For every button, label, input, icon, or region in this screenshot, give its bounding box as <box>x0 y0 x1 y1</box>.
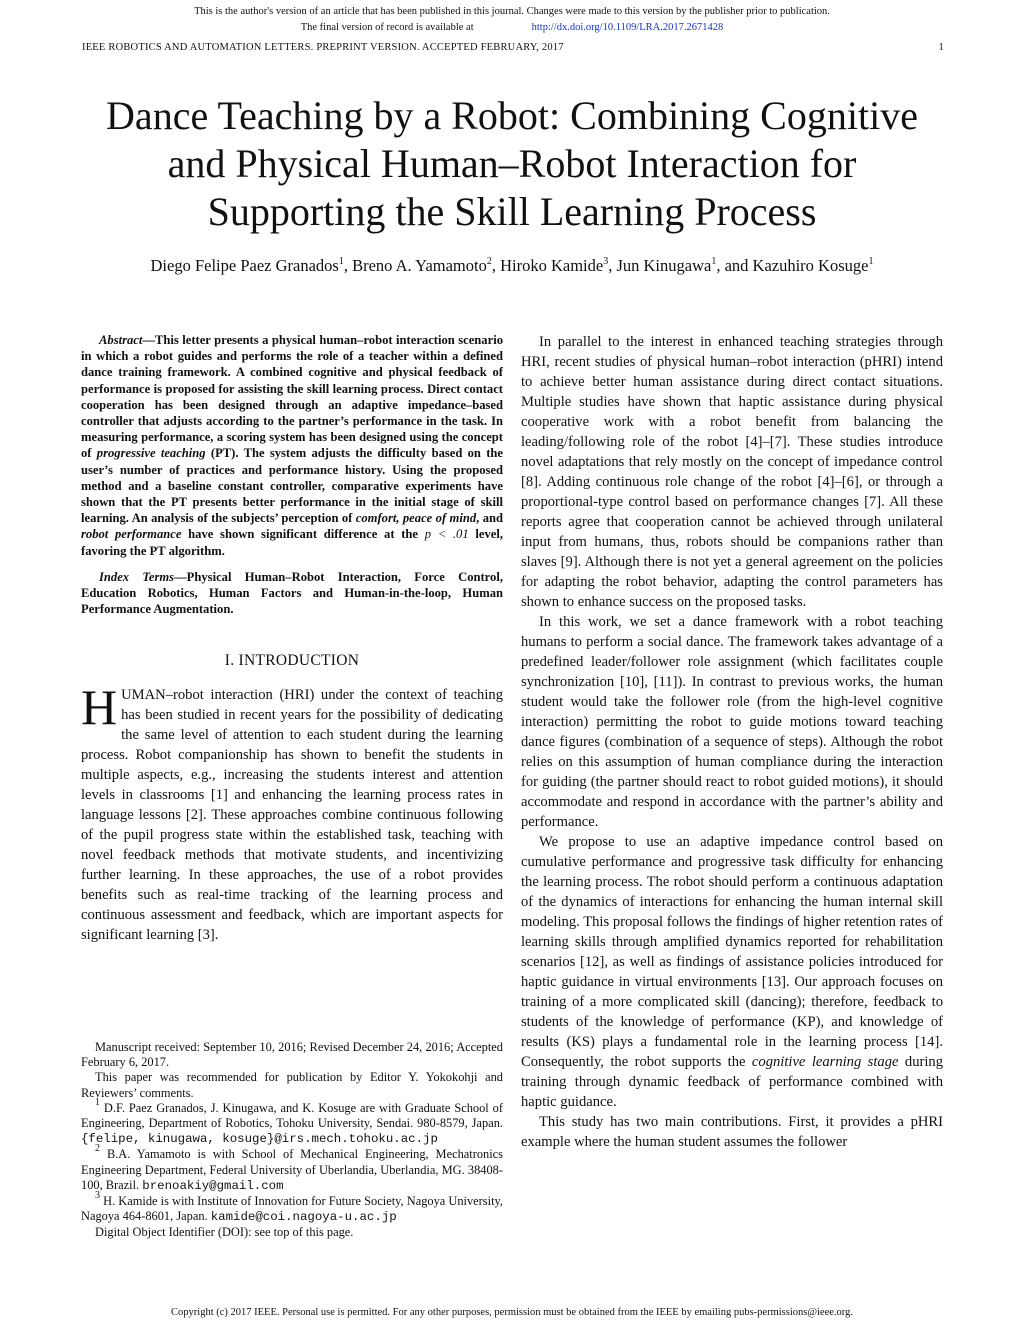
publisher-notice: This is the author's version of an article that has been published in this journal. Changes were made to this version by the publisher prior to publication. <box>194 6 830 17</box>
left-column <box>81 332 503 945</box>
author-list <box>60 256 964 276</box>
title-line-1: Dance Teaching by a Robot: Combining Cognitive <box>106 93 918 138</box>
footnote-2: $^2$ B.A. Yamamoto is with School of Mechanical Engineering, Mechatronics Engineering Department, Federal University of Uberlandia, Uberlandia, MG. 38408-100, Brazil. brenoakiy@gmail.com <box>81 1143 503 1193</box>
title-line-2: and Physical Human–Robot Interaction for <box>167 141 857 186</box>
right-paragraph-4: This study has two main contributions. First, it provides a pHRI example where the human student assumes the follower <box>521 1114 943 1150</box>
right-paragraph-3: We propose to use an adaptive impedance control based on cumulative performance and progressive task difficulty for enhancing the learning process. The robot should perform a continuous adaptation of the dynamics of interactions for enhancing the human internal skill modeling. This proposal follows the findings of higher retention rates of learning skills through amplified dynamics reported for rehabilitation scenarios [12], as well as findings of assistance policies introduced for haptic guidance in virtual environments [13]. Our approach focuses on training of a more complicated skill (dancing); therefore, feedback to students of the knowledge of performance (KP), and knowledge of results (KS) plays a fundamental role in the learning process [14]. Consequently, the robot supports the cognitive learning stage during training through dynamic feedback of performance combined with haptic guidance. <box>521 834 943 1110</box>
footnote-1: $^1$ D.F. Paez Granados, J. Kinugawa, and K. Kosuge are with Graduate School of Engineering, Department of Robotics, Tohoku University, Sendai. 980-8579, Japan. {felipe, kinugawa, kosuge}@irs.mech.tohoku.ac.jp <box>81 1096 503 1147</box>
manuscript-received: Manuscript received: September 10, 2016; Revised December 24, 2016; Accepted February 6, 2017. <box>81 1040 503 1070</box>
right-paragraph-1: In parallel to the interest in enhanced teaching strategies through HRI, recent studies of physical human–robot interaction (pHRI) intend to achieve better human assistance during direct contact situations. Multiple studies have shown that haptic assistance during physical cooperative work with a robot benefit from balancing the leading/following role of the robot [4]–[7]. These studies introduce novel adaptations that rely mostly on the concept of impedance control [8]. Adding continuous role change of the robot [4]–[6], or through a proportional-type control based on performance changes [7]. All these reports agree that cooperation cannot be achieved through unilateral input from humans, thus, robots should be companions rather than slaves [9]. Although there is not yet a general agreement on the policies for adapting the robot behavior, adapting the control parameters has shown to enhance success on the proposed tasks. <box>521 334 943 610</box>
affiliation-mark: 1 <box>868 256 874 267</box>
right-paragraph-2: In this work, we set a dance framework with a robot teaching humans to perform a social dance. The framework takes advantage of a predefined leader/follower role assignment (which facilitates couple synchronization [10], [11]). In contrast to previous works, the human student would take the follower role (from the high-level cognitive interaction) permitting the robot to guide motions toward teaching dance figures (combination of a sequence of steps). Although the robot relies on this assumption of human compliance during the interaction for guiding (the partner should react to robot guided motions), it should accommodate and respond in accordance with the partner’s ability and performance. <box>521 614 943 830</box>
version-of-record-notice <box>0 22 1024 33</box>
abstract-label: Abstract <box>99 333 143 347</box>
footnote-3-email[interactable]: kamide@coi.nagoya-u.ac.jp <box>210 1210 397 1225</box>
affiliation-mark: 1 <box>338 256 344 267</box>
author: Diego Felipe Paez Granados$^1$, <box>150 256 353 275</box>
title-line-3: Supporting the Skill Learning Process <box>207 189 817 234</box>
footnote-2-email[interactable]: brenoakiy@gmail.com <box>142 1178 284 1193</box>
index-terms: Index Terms—Physical Human–Robot Interaction, Force Control, Education Robotics, Human Factors and Human-in-the-loop, Human Performance Augmentation. <box>81 569 503 617</box>
author: Breno A. Yamamoto$^2$, <box>352 256 501 275</box>
footnote-1-email[interactable]: {felipe, kinugawa, kosuge}@irs.mech.tohoku.ac.jp <box>81 1132 438 1147</box>
p-value-math: p < .01 <box>424 527 469 542</box>
author: Hiroko Kamide$^3$, <box>500 256 617 275</box>
right-column <box>521 332 943 1152</box>
affiliation-mark: 2 <box>486 256 492 267</box>
doi-link[interactable]: http://dx.doi.org/10.1109/LRA.2017.2671428 <box>531 22 724 33</box>
footnote-3: $^3$ H. Kamide is with Institute of Innovation for Future Society, Nagoya University, Nagoya 464-8601, Japan. kamide@coi.nagoya-u.ac.jp <box>81 1190 503 1225</box>
author: Kazuhiro Kosuge$^1$ <box>752 256 874 275</box>
abstract: Abstract—This letter presents a physical human–robot interaction scenario in which a robot guides and performs the role of a teacher within a defined dance training framework. A combined cognitive and physical feedback of performance is proposed for assisting the skill learning process. Direct contact cooperation has been designed through an adaptive impedance–based controller that adjusts according to the partner’s performance in the task. In measuring performance, a scoring system has been designed using the concept of progressive teaching (PT). The system adjusts the difficulty based on the user’s number of practices and performance history. Using the proposed method and a baseline constant controller, comparative experiments have shown that the PT presents better performance in the initial stage of skill learning. An analysis of the subjects’ perception of comfort, peace of mind, and robot performance have shown significant difference at the p < .01 level, favoring the PT algorithm. <box>81 333 504 558</box>
footnotes <box>81 1040 503 1241</box>
recommended-by: This paper was recommended for publication by Editor Y. Yokokohji and Reviewers’ comments. <box>81 1070 503 1100</box>
running-head-text: IEEE ROBOTICS AND AUTOMATION LETTERS. PREPRINT VERSION. ACCEPTED FEBRUARY, 2017 <box>82 42 564 53</box>
author: Jun Kinugawa$^1$, and <box>616 256 753 275</box>
paper-title <box>60 92 964 236</box>
page-number: 1 <box>938 42 944 53</box>
index-terms-label: Index Terms <box>99 569 175 584</box>
running-head <box>82 42 944 53</box>
intro-paragraph: HUMAN–robot interaction (HRI) under the context of teaching has been studied in recent years for the possibility of dedicating the same level of attention to each student during the learning process. Robot companionship has shown to benefit the students in multiple aspects, e.g., increasing the students interest and attention levels in classrooms [1] and enhancing the learning process rates in language lessons [2]. These approaches combine continuous following of the pupil progress state within the established task, teaching with novel feedback methods that motivate students, and incentivizing further learning. In these approaches, the use of a robot provides benefits such as real-time tracking of the learning process and continuous assessment and feedback, which are important aspects for significant learning [3]. <box>81 679 503 944</box>
affiliation-mark: 1 <box>711 256 717 267</box>
affiliation-mark: 3 <box>603 256 609 267</box>
version-of-record-text: The final version of record is available at <box>300 22 474 33</box>
drop-cap: H <box>81 679 118 736</box>
doi-note: Digital Object Identifier (DOI): see top of this page. <box>95 1225 354 1240</box>
copyright-notice: Copyright (c) 2017 IEEE. Personal use is permitted. For any other purposes, permission must be obtained from the IEEE by emailing pubs-permissions@ieee.org. <box>171 1307 853 1318</box>
section-heading-introduction: I. INTRODUCTION <box>224 652 360 670</box>
